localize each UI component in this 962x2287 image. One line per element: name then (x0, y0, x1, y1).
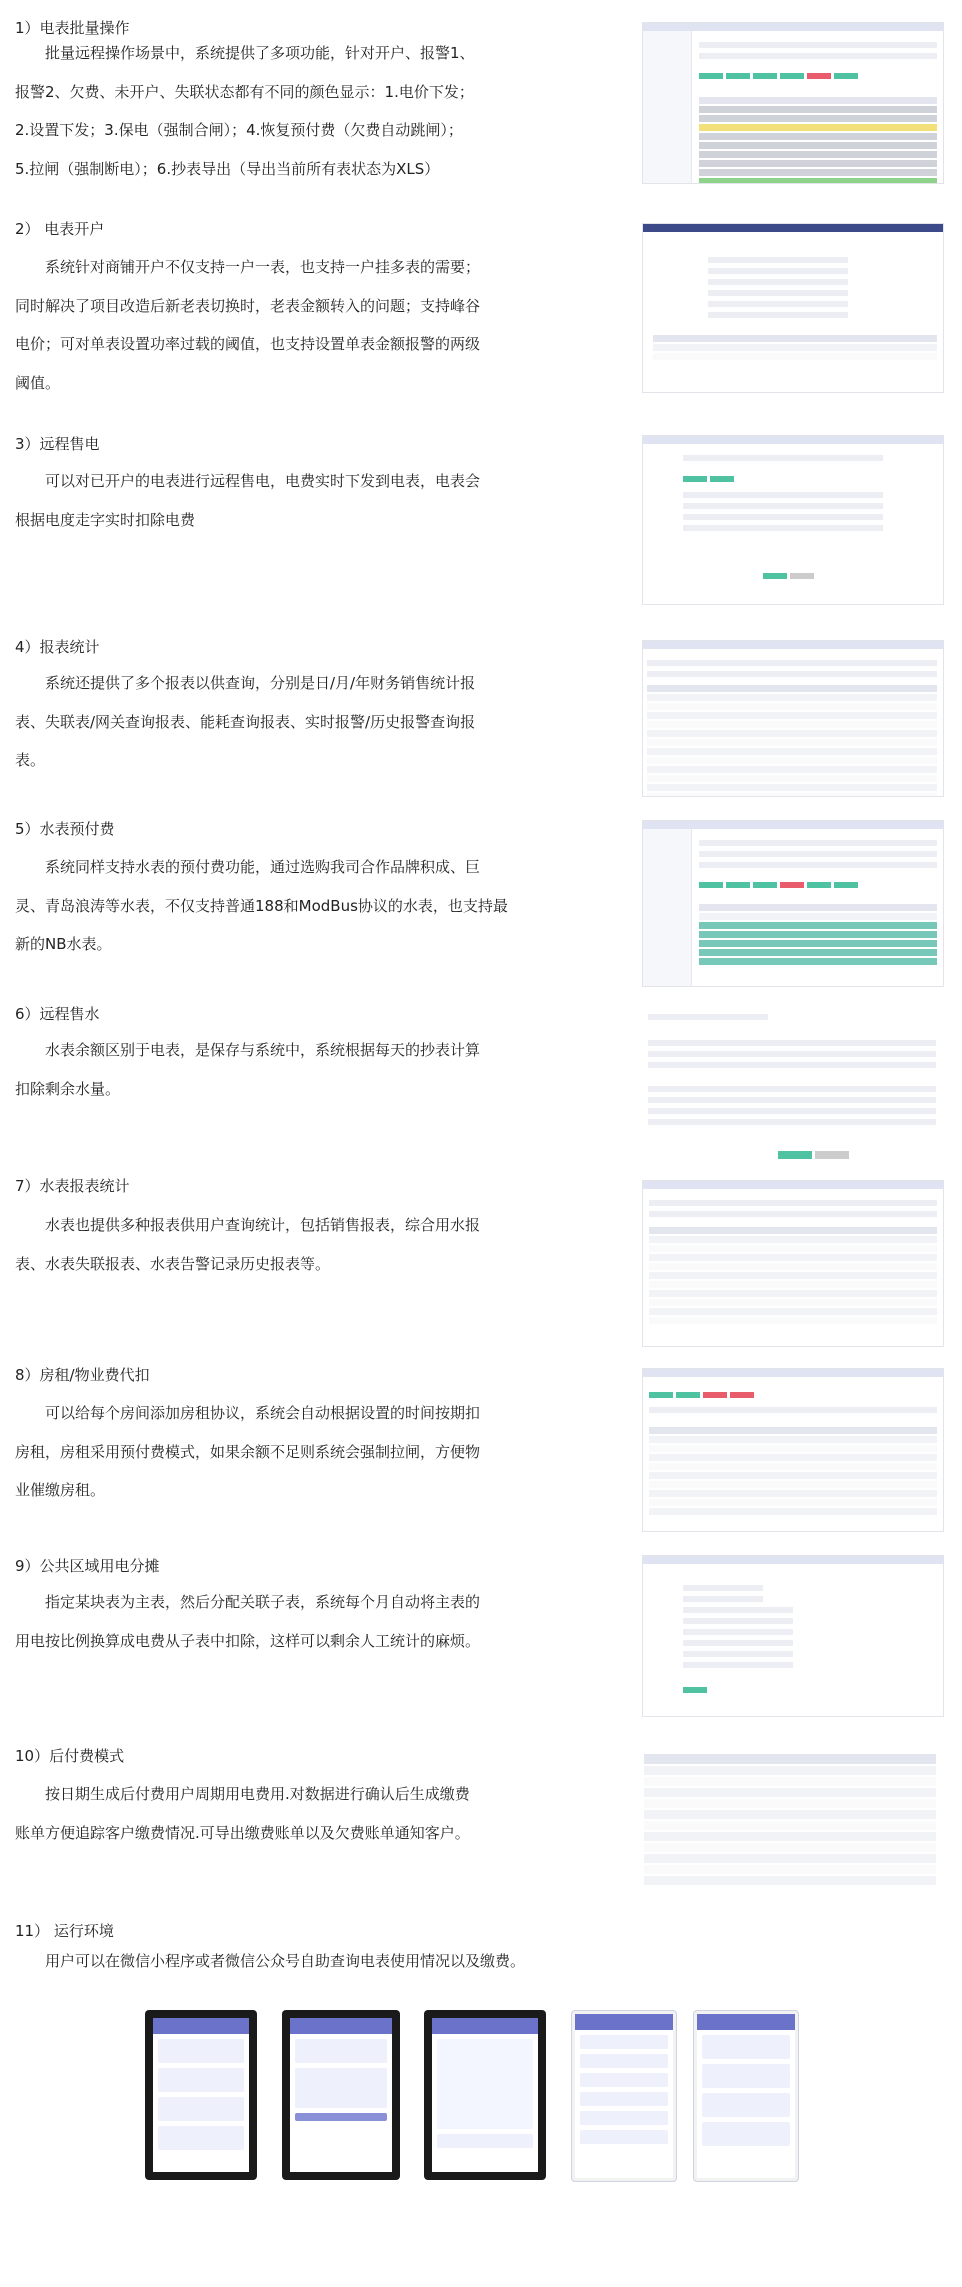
paragraph-line: 用电按比例换算成电费从子表中扣除，这样可以剩余人工统计的麻烦。 (15, 1631, 481, 1650)
phone-screenshot-chart (424, 2010, 546, 2180)
paragraph-line: 按日期生成后付费用户周期用电费用.对数据进行确认后生成缴费 (45, 1785, 470, 1803)
paragraph-line: 2.设置下发；3.保电（强制合闸）；4.恢复预付费（欠费自动跳闸）； (15, 121, 463, 139)
paragraph-line: 业催缴房租。 (15, 1481, 106, 1499)
paragraph-line: 批量远程操作场景中，系统提供了多项功能，针对开户、报警1、 (45, 44, 475, 62)
section-heading: 3）远程售电 (15, 435, 100, 453)
screenshot-postpaid (642, 1750, 942, 1898)
section-heading: 9）公共区域用电分摊 (15, 1557, 160, 1575)
section-heading: 6）远程售水 (15, 1005, 100, 1023)
phone-screenshots (0, 2010, 962, 2190)
section-paragraph (15, 1942, 635, 1981)
phone-screenshot-home (145, 2010, 257, 2180)
section-paragraph (15, 1394, 545, 1510)
paragraph-line: 电价；可对单表设置功率过载的阈值，也支持设置单表金额报警的两级 (15, 335, 481, 353)
paragraph-line: 用户可以在微信小程序或者微信公众号自助查询电表使用情况以及缴费。 (45, 1952, 526, 1970)
paragraph-line: 可以给每个房间添加房租协议，系统会自动根据设置的时间按期扣 (45, 1404, 481, 1422)
phone-screenshot-recharge (282, 2010, 400, 2180)
paragraph-line: 水表余额区别于电表，是保存与系统中，系统根据每天的抄表计算 (45, 1041, 481, 1059)
paragraph-line: 灵、青岛浪涛等水表，不仅支持普通188和ModBus协议的水表，也支持最 (15, 896, 508, 915)
section-heading: 11） 运行环境 (15, 1922, 114, 1940)
paragraph-line: 新的NB水表。 (15, 935, 112, 953)
section-paragraph (15, 848, 545, 964)
section-heading: 7）水表报表统计 (15, 1177, 130, 1195)
section-paragraph (15, 1583, 545, 1660)
screenshot-open-account (642, 223, 944, 393)
paragraph-line: 阈值。 (15, 373, 61, 392)
paragraph-line: 表、失联表/网关查询报表、能耗查询报表、实时报警/历史报警查询报 (15, 712, 476, 731)
paragraph-line: 扣除剩余水量。 (15, 1079, 121, 1098)
paragraph-line: 表。 (15, 751, 46, 769)
screenshot-water-sale (642, 1005, 942, 1163)
paragraph-line: 可以对已开户的电表进行远程售电，电费实时下发到电表，电表会 (45, 472, 481, 490)
paragraph-line: 系统还提供了多个报表以供查询，分别是日/月/年财务销售统计报 (45, 674, 476, 692)
screenshot-water-report (642, 1180, 944, 1347)
screenshot-report (642, 640, 944, 797)
paragraph-line: 根据电度走字实时扣除电费 (15, 510, 196, 529)
screenshot-batch-operation (642, 22, 944, 184)
screenshot-remote-sale (642, 435, 944, 605)
section-heading: 2） 电表开户 (15, 220, 105, 238)
section-heading: 10）后付费模式 (15, 1747, 125, 1765)
paragraph-line: 水表也提供多种报表供用户查询统计，包括销售报表，综合用水报 (45, 1216, 481, 1234)
paragraph-line: 表、水表失联报表、水表告警记录历史报表等。 (15, 1254, 331, 1273)
paragraph-line: 系统针对商铺开户不仅支持一户一表，也支持一户挂多表的需要； (45, 258, 481, 276)
screenshot-public-sharing (642, 1555, 944, 1717)
section-paragraph (15, 462, 545, 539)
paragraph-line: 同时解决了项目改造后新老表切换时，老表金额转入的问题；支持峰谷 (15, 296, 481, 315)
paragraph-line: 报警2、欠费、未开户、失联状态都有不同的颜色显示：1.电价下发； (15, 82, 474, 101)
screenshot-rent (642, 1368, 944, 1532)
section-paragraph (15, 1031, 545, 1108)
section-paragraph (15, 1206, 545, 1283)
screenshot-water-prepaid (642, 820, 944, 987)
section-paragraph (15, 34, 545, 188)
phone-screenshot-records (571, 2010, 677, 2182)
paragraph-line: 指定某块表为主表，然后分配关联子表，系统每个月自动将主表的 (45, 1593, 481, 1611)
section-heading: 8）房租/物业费代扣 (15, 1366, 150, 1384)
paragraph-line: 房租，房租采用预付费模式，如果余额不足则系统会强制拉闸，方便物 (15, 1442, 481, 1461)
section-paragraph (15, 248, 545, 402)
section-heading: 5）水表预付费 (15, 820, 115, 838)
paragraph-line: 5.拉闸（强制断电）；6.抄表导出（导出当前所有表状态为XLS） (15, 159, 440, 178)
section-heading: 4）报表统计 (15, 638, 100, 656)
paragraph-line: 系统同样支持水表的预付费功能，通过选购我司合作品牌积成、巨 (45, 858, 481, 876)
section-paragraph (15, 664, 545, 780)
section-heading: 1）电表批量操作 (15, 19, 130, 37)
section-paragraph (15, 1775, 545, 1852)
phone-screenshot-bills (693, 2010, 799, 2182)
paragraph-line: 账单方便追踪客户缴费情况.可导出缴费账单以及欠费账单通知客户。 (15, 1823, 470, 1842)
